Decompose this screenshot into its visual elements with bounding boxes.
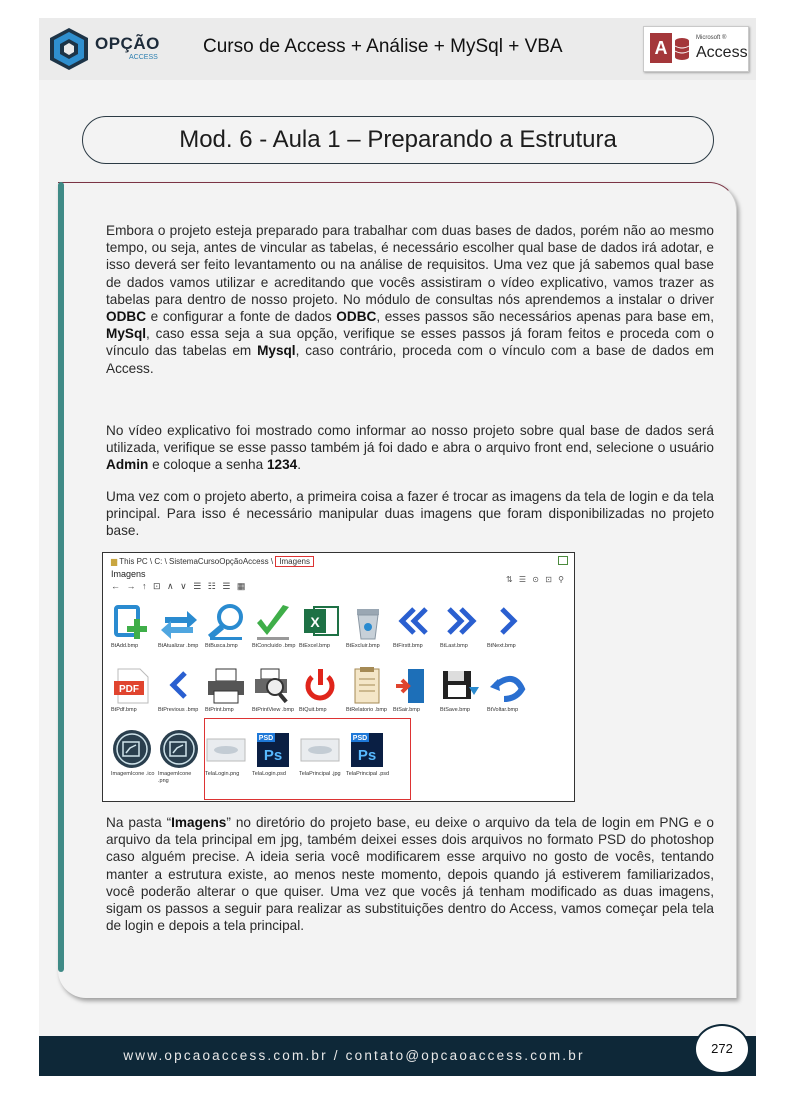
bold-term: ODBC — [106, 309, 147, 325]
opcao-logo-icon — [47, 26, 91, 72]
file-name: ImagemIcone .ico — [111, 771, 155, 777]
save-icon — [439, 665, 483, 705]
svg-text:Ps: Ps — [263, 747, 283, 764]
report-icon — [345, 665, 389, 705]
file-item[interactable] — [250, 665, 296, 714]
svg-text:PSD: PSD — [352, 735, 368, 742]
file-item[interactable] — [297, 601, 343, 650]
address-path: This PC \ C: \ SistemaCursoOpçãoAccess \ — [119, 557, 274, 566]
excel-icon — [298, 601, 342, 641]
app-icon — [110, 729, 154, 769]
file-name: BtLast.bmp — [440, 643, 468, 649]
svg-text:Ps: Ps — [357, 747, 377, 764]
file-item[interactable] — [438, 665, 484, 714]
file-name: BtPrevious .bmp — [158, 707, 199, 713]
exit-door-icon — [392, 665, 436, 705]
folder-small-icon: ▆ — [111, 557, 118, 566]
access-logo-badge — [643, 26, 749, 72]
bold-term: MySql — [106, 326, 147, 342]
file-item[interactable] — [438, 601, 484, 650]
file-name: TelaLogin.psd — [252, 771, 286, 777]
previous-icon — [157, 665, 201, 705]
first-icon — [392, 601, 436, 641]
accent-bar — [58, 182, 64, 972]
module-title-box — [82, 116, 714, 164]
file-name: BtExcel.bmp — [299, 643, 330, 649]
file-name: TelaPrincipal .jpg — [299, 771, 341, 777]
microsoft-label: Microsoft ® — [696, 35, 727, 41]
explorer-toolbar: ← → ↑ ⊡ ∧ ∨ ☰ ☷ ☰ ▦ — [111, 581, 248, 591]
undo-icon — [486, 665, 530, 705]
module-title: Mod. 6 - Aula 1 – Preparando a Estrutura — [179, 126, 617, 153]
bold-term: 1234 — [266, 457, 298, 473]
file-item[interactable] — [156, 601, 202, 650]
paragraph-3: Uma vez com o projeto aberto, a primeira coisa a fazer é trocar as imagens da tela de login e da tela principal. Para isso é necessário manipular duas imagens que foram disponibilizadas no projeto base. — [106, 489, 714, 539]
file-item[interactable] — [344, 665, 390, 714]
footer-bar — [39, 1036, 756, 1076]
header-bar — [39, 18, 756, 80]
file-name: BtPrintView .bmp — [252, 707, 295, 713]
page-background — [39, 18, 756, 1076]
file-item[interactable] — [485, 601, 531, 650]
explorer-right-tools: ⇅ ☰ ⊙ ⊡ ⚲ — [505, 575, 566, 584]
refresh-icon — [157, 601, 201, 641]
file-name: TelaLogin.png — [205, 771, 240, 777]
file-item[interactable] — [109, 665, 155, 714]
paragraph-4: Na pasta “Imagens” no diretório do projeto base, eu deixe o arquivo da tela de login em PNG e o arquivo da tela principal em jpg, também deixei esses dois arquivos no formato PSD do photoshop caso alguém precise. A ideia seria você modificarem esse arquivo no gosto de vocês, tentando manter a estrutura existe, ao menos neste momento, depois quando já estiverem familiarizados, você poderão alterar o que quiser. Uma vez que vocês já tenham modificado as duas imagens, sigam os passos a seguir para realizar as substituições dentro do Access, vamos começar pela tela de login e depois a tela principal. — [106, 815, 714, 934]
file-item[interactable] — [109, 729, 155, 778]
explorer-address-bar — [111, 557, 314, 566]
bold-term: Imagens — [171, 815, 227, 830]
footer-text: www.opcaoaccess.com.br / contato@opcaoaccess.com.br — [123, 1048, 585, 1063]
svg-text:PDF: PDF — [119, 684, 139, 695]
file-item[interactable] — [203, 665, 249, 714]
access-label: Access — [696, 44, 748, 61]
paragraph-2: No vídeo explicativo foi mostrado como informar ao nosso projeto sobre qual base de dados será utilizada, verifique se esse passo também já foi dado e abra o arquivo front end, selecione o usuário Admin e coloque a senha 1234. — [106, 423, 714, 473]
file-name: BtVoltar.bmp — [487, 707, 519, 713]
file-name: BtExcluir.bmp — [346, 643, 380, 649]
file-name: TelaPrincipal .psd — [346, 771, 390, 777]
course-title: Curso de Access + Análise + MySql + VBA — [203, 36, 563, 57]
logo-subtext: ACCESS — [129, 54, 158, 61]
logo-text: OPÇÃO — [95, 34, 160, 53]
file-item[interactable] — [485, 665, 531, 714]
file-item[interactable] — [203, 601, 249, 650]
file-name: ImagemIcone .png — [158, 771, 192, 784]
page-number-badge — [694, 1024, 750, 1074]
highlight-box — [204, 718, 411, 800]
next-icon — [486, 601, 530, 641]
pdf-icon — [110, 665, 154, 705]
bold-term: ODBC — [336, 309, 377, 325]
file-name: BtPrint.bmp — [205, 707, 234, 713]
file-name: BtFirstt.bmp — [393, 643, 423, 649]
file-name: BtAdd.bmp — [111, 643, 139, 649]
file-item[interactable] — [156, 665, 202, 714]
file-name: BtBusca.bmp — [205, 643, 238, 649]
svg-text:X: X — [310, 614, 320, 630]
file-name: BtConcluido .bmp — [252, 643, 296, 649]
power-icon — [298, 665, 342, 705]
file-name: BtSave.bmp — [440, 707, 470, 713]
printer-icon — [204, 665, 248, 705]
add-icon — [110, 601, 154, 641]
file-item[interactable] — [297, 665, 343, 714]
print-preview-icon — [251, 665, 295, 705]
file-item[interactable] — [156, 729, 202, 785]
file-item[interactable] — [109, 601, 155, 650]
search-icon — [204, 601, 248, 641]
access-letter-icon: A — [650, 33, 672, 63]
bold-term: Mysql — [257, 343, 296, 359]
last-icon — [439, 601, 483, 641]
address-highlight: Imagens — [275, 556, 314, 567]
file-name: BtNext.bmp — [487, 643, 516, 649]
check-icon — [251, 601, 295, 641]
window-control-icon — [558, 556, 568, 565]
database-icon — [674, 37, 690, 61]
file-name: BtSair.bmp — [393, 707, 420, 713]
file-name: BtAtualizar .bmp — [158, 643, 199, 649]
svg-text:PSD: PSD — [258, 735, 274, 742]
file-item[interactable] — [391, 601, 437, 650]
file-name: BtRelatorio .bmp — [346, 707, 387, 713]
bold-term: Admin — [106, 457, 149, 473]
paragraph-1: Embora o projeto esteja preparado para trabalhar com duas bases de dados, porém não ao mesmo tempo, ou seja, antes de vincular as tabelas, é necessário escolher qual base de dados irá adotar, e isso deverá ser feito levantamento ou na análise de requisitos. Uma vez que já sabemos qual base de dados vamos utilizar e acreditando que vocês assistiram o vídeo explicativo, vamos trazer as tabelas para dentro de nosso projeto. No módulo de consultas nós aprendemos a instalar o driver ODBC e configurar a fonte de dados ODBC, esses passos são necessários apenas para base em, MySql, caso essa seja a sua opção, verifique se esses passos já foram feitos e proceda com o vínculo das tabelas em Mysql, caso contrário, proceda com o vínculo com a base de dados em Access. — [106, 223, 714, 376]
file-name: BtQuit.bmp — [299, 707, 327, 713]
explorer-screenshot — [102, 552, 575, 802]
page-number: 272 — [711, 1041, 733, 1056]
explorer-folder-title: Imagens — [111, 569, 146, 579]
file-item[interactable] — [391, 665, 437, 714]
file-name: BtPdf.bmp — [111, 707, 137, 713]
app-icon — [157, 729, 201, 769]
file-item[interactable] — [344, 601, 390, 650]
file-item[interactable] — [250, 601, 296, 650]
trash-icon — [345, 601, 389, 641]
